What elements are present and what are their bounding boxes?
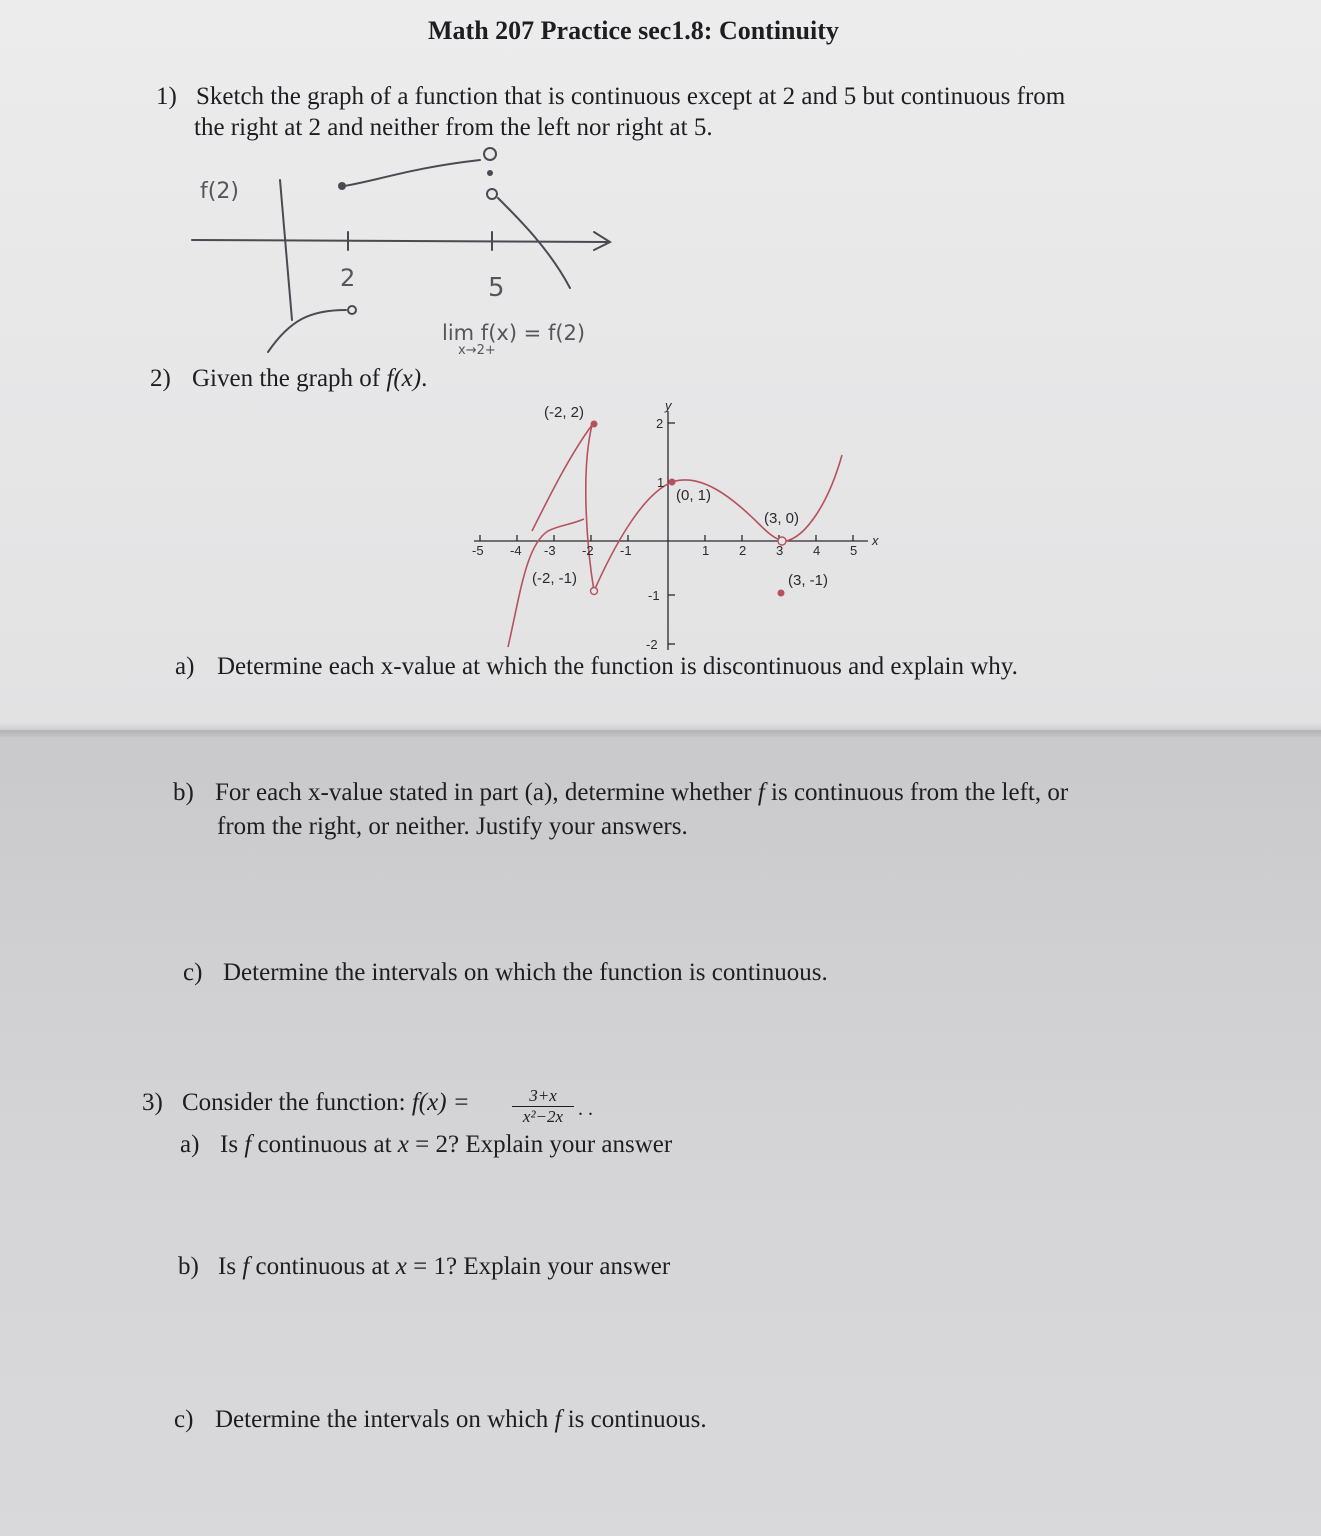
x-tick-neg5: -5 [472, 543, 484, 558]
page-title: Math 207 Practice sec1.8: Continuity [428, 16, 839, 45]
sketch-f2-label: f(2) [200, 179, 239, 204]
q3-fraction [512, 1086, 574, 1127]
q3-number: 3) [142, 1089, 163, 1116]
q3-prompt-suffix: . . [578, 1098, 593, 1120]
x-axis-label: x [872, 533, 879, 548]
q3-denominator: x²−2x [522, 1107, 564, 1126]
sketch-limit-note: lim f(x) = f(2) [442, 321, 586, 345]
sketch-limit-sub: x→2+ [458, 343, 496, 358]
q3c-label: c) [174, 1406, 194, 1433]
q1-sketch [180, 140, 700, 370]
q2-number: 2) [150, 365, 171, 392]
x-tick-4: 4 [813, 543, 821, 558]
q3b-text: Is f continuous at x = 1? Explain your answer [218, 1253, 671, 1280]
x-tick-1: 1 [702, 543, 710, 558]
sketch-closed-dot-5 [487, 170, 493, 176]
sketch-y-axis [280, 180, 292, 320]
q1-number: 1) [156, 83, 177, 110]
q2b-label: b) [173, 779, 194, 806]
q2-prompt: Given the graph of f(x). [192, 365, 428, 392]
q1-line2: the right at 2 and neither from the left nor right at 5. [194, 114, 713, 141]
q3-prompt: Consider the function: f(x) = [182, 1089, 470, 1116]
sketch-5-label: 5 [488, 273, 505, 303]
sketch-2-label: 2 [340, 264, 356, 292]
graph-point-closed-neg2-2 [591, 421, 598, 428]
sketch-right-piece [498, 198, 570, 288]
y-tick-neg2: -2 [646, 637, 658, 652]
sketch-middle-piece [344, 160, 480, 186]
graph-curve-dip [586, 425, 594, 591]
label-0-1: (0, 1) [676, 487, 712, 504]
graph-curve-right [786, 455, 842, 541]
q2a-label: a) [175, 653, 195, 680]
q3c-text: Determine the intervals on which f is continuous. [215, 1406, 707, 1433]
q3a-text: Is f continuous at x = 2? Explain your answer [220, 1131, 673, 1158]
q3a-label: a) [180, 1131, 200, 1158]
graph-curve-upper-left [532, 425, 592, 531]
x-tick-3: 3 [776, 543, 784, 558]
sketch-x-axis [192, 240, 608, 242]
q2b-line1: For each x-value stated in part (a), determine whether f is continuous from the left, or [215, 779, 1069, 806]
label-neg2-2: (-2, 2) [544, 404, 585, 421]
graph-point-open-neg2-neg1 [591, 588, 598, 595]
y-axis-label: y [665, 398, 672, 413]
x-tick-neg3: -3 [544, 543, 556, 558]
x-tick-neg2: -2 [582, 543, 594, 558]
q2a-text: Determine each x-value at which the function is discontinuous and explain why. [217, 653, 1018, 680]
label-3-neg1: (3, -1) [788, 572, 829, 589]
sketch-open-circle-2 [348, 306, 356, 314]
q3-numerator: 3+x [512, 1086, 574, 1107]
x-tick-neg1: -1 [620, 543, 632, 558]
sketch-open-circle-5-low [487, 189, 497, 199]
q2c-label: c) [183, 959, 203, 986]
q3b-label: b) [178, 1253, 199, 1280]
x-tick-neg4: -4 [510, 543, 522, 558]
graph-point-0-1 [669, 479, 676, 486]
x-tick-5: 5 [850, 543, 858, 558]
graph-point-closed-3-neg1 [778, 590, 785, 597]
y-tick-neg1: -1 [648, 588, 660, 603]
q1-line1: Sketch the graph of a function that is continuous except at 2 and 5 but continuous from [196, 83, 1066, 110]
x-tick-2: 2 [739, 543, 747, 558]
label-3-0: (3, 0) [764, 510, 800, 527]
sketch-left-piece [268, 310, 346, 352]
sketch-open-circle-5-top [484, 148, 496, 160]
q2b-line2: from the right, or neither. Justify your answers. [217, 813, 688, 840]
paper-fold [0, 722, 1321, 738]
sketch-closed-dot-2 [338, 182, 346, 190]
y-tick-1: 1 [657, 475, 665, 490]
q2-graph [460, 395, 900, 660]
label-neg2-neg1: (-2, -1) [532, 570, 577, 587]
y-tick-2: 2 [656, 416, 664, 431]
q2c-text: Determine the intervals on which the function is continuous. [223, 959, 828, 986]
